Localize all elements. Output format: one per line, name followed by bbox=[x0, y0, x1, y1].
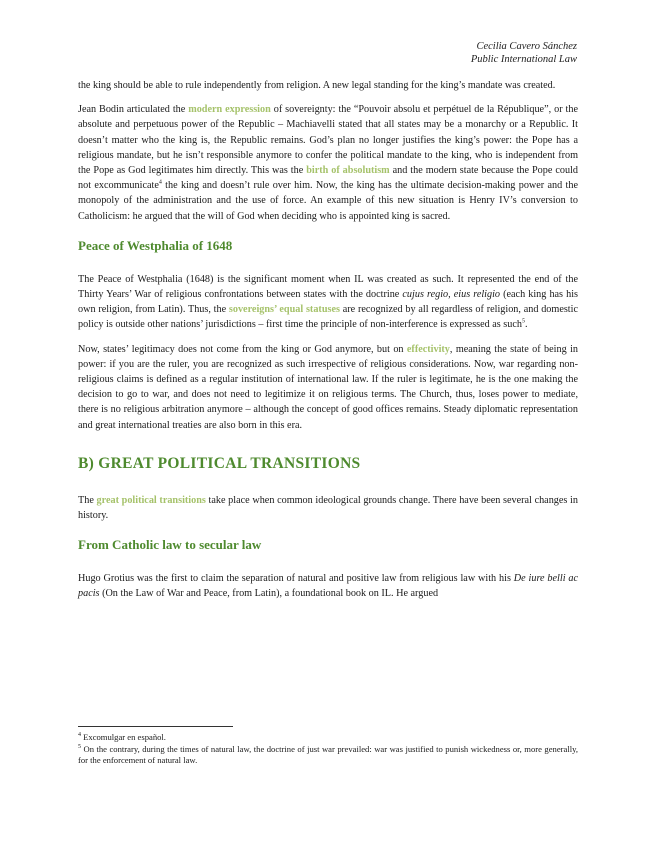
header-author: Cecilia Cavero Sánchez bbox=[476, 41, 577, 52]
paragraph-legitimacy: Now, states’ legitimacy does not come from the king or God anymore, but on effectivity, meaning the state of being in power: if you are the ruler, you are recognized as such irrespective of religious considerations. Now, war regarding non-religious claims is defined as a regular institution of international law. If the ruler is legitimate, he is the one making the decision to go to war, and does not need to legitimize it on religious terms. The Church, thus, loses power to mediate, there is no religious arbitration anymore – although the concept of good offices remains. Steady diplomatic representation and great international treaties are also born in this era. bbox=[78, 343, 578, 431]
footnotes bbox=[78, 726, 578, 767]
footnote-ref-4: 4 bbox=[158, 179, 162, 186]
footnote-4: $^4$ Excomulgar en español. bbox=[78, 732, 166, 742]
paragraph-bodin: Jean Bodin articulated the modern expression of sovereignty: the “Pouvoir absolu et perpétuel de la République”, or the absolute and perpetuous power of the Republic – Machiavelli stated that all states may be a monarchy or a Republic. It doesn’t matter who the king is, the Republic remains. God’s plan no longer justifies the king’s power: the Pope has a religious mandate, but he isn’t responsible anymore to confer the political mandate to the king, who is independent from the Pope as God legitimates him directly. This was the birth of absolutism and the modern state because the Pope could not excommunicate$^4$ the king and doesn’t rule over him. Now, the king has the ultimate decision-making power and the monopoly of the administration and the use of force. An example of this new situation is Henry IV’s conversion to Catholicism: he argued that the will of God when deciding who is appointed king is sacred. bbox=[78, 104, 578, 222]
paragraph-westphalia: The Peace of Westphalia (1648) is the significant moment when IL was created as such. It represented the end of the Thirty Years’ War of religious confrontations between states with the doctrine cujus regio, eius religio (each king has his own religion, from Latin). Thus, the sovereigns’ equal statuses are recognized by all regardless of religion, and domestic policy is outside other nations’ jurisdictions – first time the principle of non-interference is expressed as such$^5$. bbox=[78, 273, 578, 331]
latin-doctrine: cujus regio, eius religio bbox=[402, 289, 501, 301]
document-body bbox=[78, 78, 578, 602]
page-header bbox=[471, 40, 577, 66]
book-title: De iure belli ac pacis bbox=[78, 573, 579, 600]
paragraph-continuation: the king should be able to rule independently from religion. A new legal standing for the king’s mandate was created. bbox=[78, 80, 556, 91]
paragraph-transitions: The great political transitions take place when common ideological grounds change. There have been several changes in history. bbox=[78, 494, 578, 522]
highlight-effectivity: effectivity bbox=[406, 343, 450, 355]
footnote-5: $^5$ On the contrary, during the times of natural law, the doctrine of just war prevailed: war was justified to punish wickedness or, more generally, for the enforcement of natural law. bbox=[78, 743, 578, 765]
footnote-divider bbox=[78, 726, 233, 727]
highlight-great-political-transitions: great political transitions bbox=[96, 494, 206, 506]
highlight-sovereigns-equal-statuses: sovereigns’ equal statuses bbox=[228, 304, 340, 316]
header-course: Public International Law bbox=[470, 54, 577, 65]
highlight-modern-expression: modern expression bbox=[188, 104, 271, 116]
highlight-birth-of-absolutism: birth of absolutism bbox=[306, 165, 390, 177]
footnote-ref-5: 5 bbox=[522, 319, 525, 326]
heading-westphalia: Peace of Westphalia of 1648 bbox=[78, 237, 233, 253]
heading-great-political-transitions: B) GREAT POLITICAL TRANSITIONS bbox=[78, 454, 361, 472]
heading-catholic-to-secular: From Catholic law to secular law bbox=[78, 537, 262, 553]
paragraph-grotius: Hugo Grotius was the first to claim the separation of natural and positive law from religious law with his De iure belli ac pacis (On the Law of War and Peace, from Latin), a foundational book on IL. He argued bbox=[78, 573, 579, 600]
